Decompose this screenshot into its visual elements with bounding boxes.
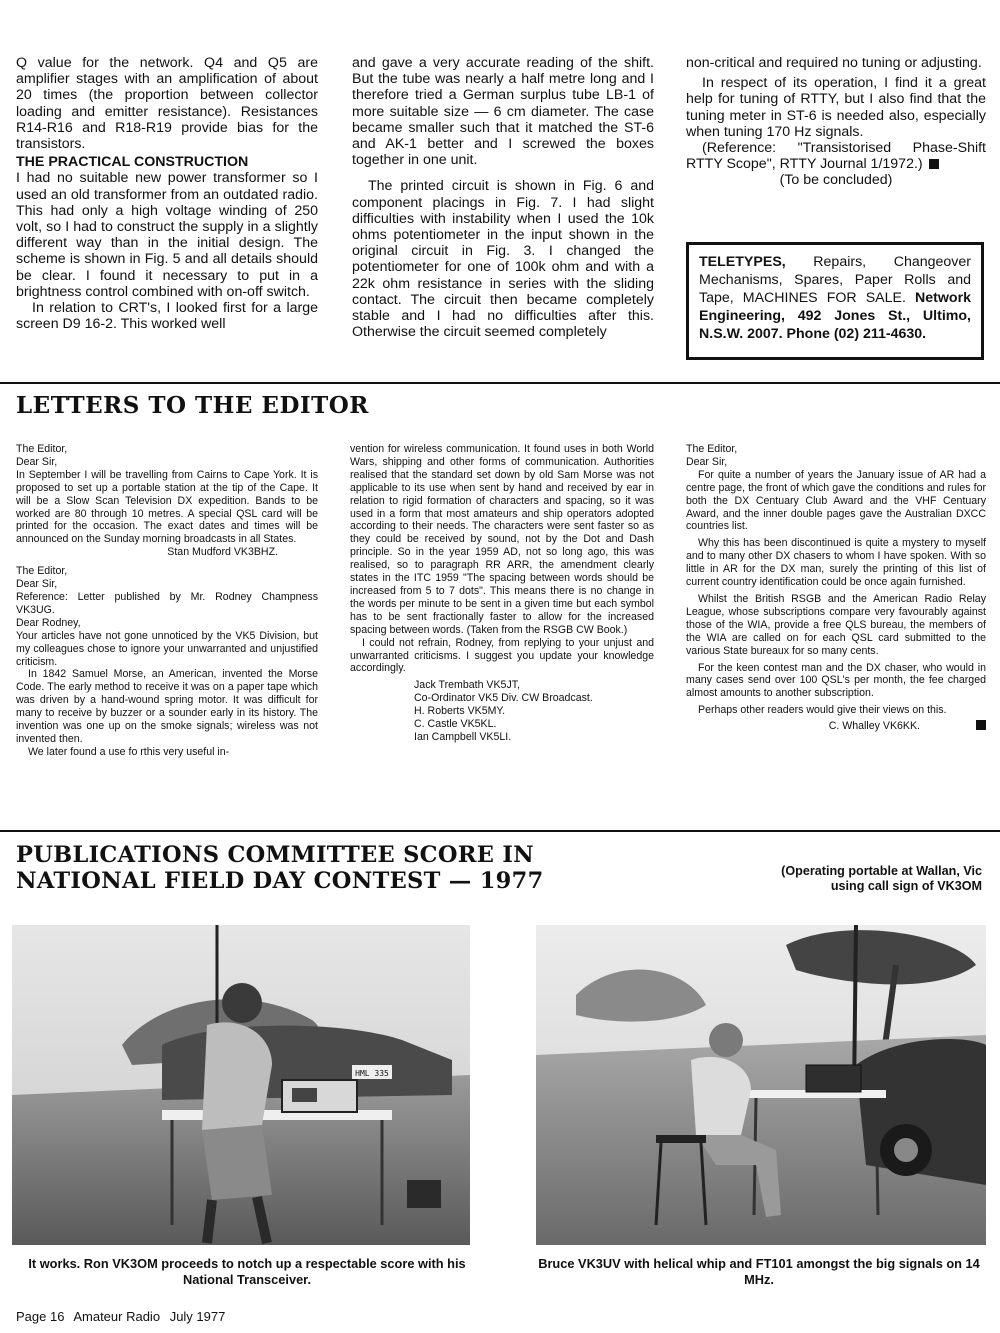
letter-body: Your articles have not gone unnoticed by the VK5 Division, but my colleagues chose to ignore your unwarranted and unjustified criticism. [16,629,318,668]
article-paragraph: In respect of its operation, I find it a great help for tuning of RTTY, but I also find that the tuning meter in ST-6 is needed also, especially when tuning 170 Hz signals. [686,75,986,140]
letter-body: For the keen contest man and the DX chaser, who would in many cases send over 100 QSL's per month, the fee charged almost amounts to another subscription. [686,661,986,700]
publications-heading-line: NATIONAL FIELD DAY CONTEST — 1977 [16,868,544,894]
caption-right: Bruce VK3UV with helical whip and FT101 amongst the big signals on 14 MHz. [538,1256,980,1287]
letter-body: Why this has been discontinued is quite a mystery to myself and to many other DX chasers to whom I have spoken. With so little in AR for the DX man, surely the printing of this list of current country identification could be once again furnished. [686,537,986,589]
letter-body: In September I will be travelling from Cairns to Cape York. It is proposed to set up a portable station at the tip of the Cape. It will be a Slow Scan Television DX expedition. Bands to be worked are 80 through 10 metres. A special QSL card will be printed for the occasion. The exact dates and times will be announced on the Sunday morning broadcasts in all States. [16,468,318,546]
letter-signature: Co-Ordinator VK5 Div. CW Broadcast. [414,692,593,705]
article-column-2 [352,55,654,340]
letter-body: Perhaps other readers would give their views on this. [698,704,947,717]
letter-signature: C. Whalley VK6KK. [828,720,920,733]
letter-signature: H. Roberts VK5MY. [414,705,506,718]
subheading-line: using call sign of VK3OM [830,879,982,893]
section-divider [0,830,1000,832]
caption-left: It works. Ron VK3OM proceeds to notch up a respectable score with his National Transceiver. [28,1256,466,1287]
letter-salutation: The Editor, [16,443,68,455]
photo-illustration [12,925,470,1245]
letter-salutation: Dear Rodney, [16,616,81,629]
publications-heading [16,842,544,894]
letter-body: Whilst the British RSGB and the American Radio Relay League, whose subscriptions compare very favourably against those of the WIA, provide a free QLS bureau, the members of the WIA are called on for each QSL card submitted to the various State bureaux for so many cents. [686,592,986,657]
end-mark [929,159,939,169]
subheading-line: (Operating portable at Wallan, Vic [781,864,982,878]
letter-signature: Ian Campbell VK5LI. [414,730,512,743]
letter-signature: Jack Trembath VK5JT, [414,679,520,692]
ad-lead: TELETYPES, [699,254,786,270]
letter-body: vention for wireless communication. It found uses in both World Wars, shipping and other forms of communication. Authorities realised that the standard set down by old Sam Morse was not applicable to its use when sent by hand and received by ear in relation to rigid formation of characters and spacing, so it was used in a form that most amateurs and ship operators adopted according to their needs. The characters were sent faster so as they could be received by sound, not by the Dot and Dash principle. So in the year 1959 AD, not so long ago, this was realised, so to paragraph RR ARR, the amendment clearly states in the ITC 1959 "The spacing between words should be increased from 5 to 7 dots". This means there is no change in the words per minute to be sent in a given time but each symbol has to be sent fractionally faster to allow for the increased spacing between words. (Taken from the RSGB CW Book.) [350,443,654,636]
letter-salutation: Dear Sir, [686,455,728,468]
photo-ron-vk3om [12,925,470,1245]
article-column-1 [16,55,318,332]
article-column-3 [686,55,986,189]
article-reference: (Reference: "Transistorised Phase-Shift RTTY Scope", RTTY Journal 1/1972.) [686,140,986,173]
ad-body: Repairs, Changeover Mechanisms, Spares, Paper Rolls and Tape, MACHINES FOR SALE. [699,254,971,306]
photo-illustration [536,925,986,1245]
letter-salutation: The Editor, [686,443,738,455]
article-paragraph: non-critical and required no tuning or adjusting. [686,55,982,71]
section-heading: THE PRACTICAL CONSTRUCTION [16,154,249,171]
letter-salutation: Dear Sir, [16,455,58,468]
letter-body: For quite a number of years the January issue of AR had a centre page, the front of which gave the conditions and rules for both the DX Centuary Club Award and the VHF Centuary Award, and the inner double pages gave the Australian DXCC countries list. [686,468,986,533]
photo-bruce-vk3uv [536,925,986,1245]
letter-body: I could not refrain, Rodney, from replying to your unjust and unwarranted criticisms. I suggest you update your knowledge accordingly. [350,636,654,675]
to-be-concluded: (To be concluded) [779,172,893,189]
article-paragraph: I had no suitable new power transformer so I used an old transformer from an outdated radio. This had only a high voltage winding of 250 volt, so I had to construct the supply in a slightly different way than in the initial design. The scheme is shown in Fig. 5 and all details should be clear. I found it necessary to put in a brightness control combined with on-off switch. [16,170,318,300]
publications-heading-line: PUBLICATIONS COMMITTEE SCORE IN [16,842,535,868]
section-divider [0,382,1000,384]
letters-column-3 [686,443,986,733]
article-paragraph: In relation to CRT's, I looked first for a large screen D9 16-2. This worked well [16,300,318,333]
issue-date: July 1977 [169,1309,226,1324]
letter-signature-line [686,720,986,733]
letter-signatures [350,679,654,744]
article-paragraph: and gave a very accurate reading of the shift. But the tube was nearly a half metre long and I therefore tried a German surplus tube LB-1 of more suitable size — 6 cm diameter. The case became smaller such that it matched the ST-6 and AK-1 better and I screwed the boxes together in one unit. [352,55,654,169]
letter-salutation: Dear Sir, [16,578,58,591]
end-mark [976,720,986,730]
ad-contact: Network Engineering, 492 Jones St., Ultimo, N.S.W. 2007. Phone (02) 211-4630. [699,290,971,342]
article-paragraph: The printed circuit is shown in Fig. 6 and component placings in Fig. 7. I had slight difficulties with instability when I used the 10k ohms potentiometer in the input shown in the original circuit in Fig. 3. I changed the potentiometer for one of 100k ohm and with a 22k ohm resistance in series with the sliding contact. The circuit then became completely stable and I had no difficulties after this. Otherwise the circuit seemed completely [352,178,654,341]
magazine-name: Amateur Radio [73,1309,161,1324]
teletypes-advertisement [686,242,984,360]
letter-reference: Reference: Letter published by Mr. Rodney Champness VK3UG. [16,590,318,616]
letters-column-2 [350,443,654,744]
page-footer [16,1309,231,1324]
article-paragraph: Q value for the network. Q4 and Q5 are amplifier stages with an amplification of about 20 times (the proportion between collector loading and emitter resistance). Resistances R14-R16 and R18-R19 provide bias for the transistors. [16,55,318,153]
page-number: Page 16 [16,1309,65,1324]
letter-signature: C. Castle VK5KL. [414,718,497,731]
letter-signature: Stan Mudford VK3BHZ. [167,546,278,559]
number-plate: HML 335 [355,1069,389,1078]
letters-column-1 [16,443,318,759]
letter-salutation: The Editor, [16,565,68,578]
publications-subheading [742,864,982,894]
letters-heading: LETTERS TO THE EDITOR [16,392,369,419]
letter-body: In 1842 Samuel Morse, an American, invented the Morse Code. The early method to receive it was on a paper tape which was driven by a hand-wound spring motor. It was difficult for many to receive by buzzer or a sounder early in its history. The invention was one up on the smoke signals; wireless was not invented then. [16,668,318,745]
letter-body: We later found a use fo rthis very useful in- [28,745,230,758]
